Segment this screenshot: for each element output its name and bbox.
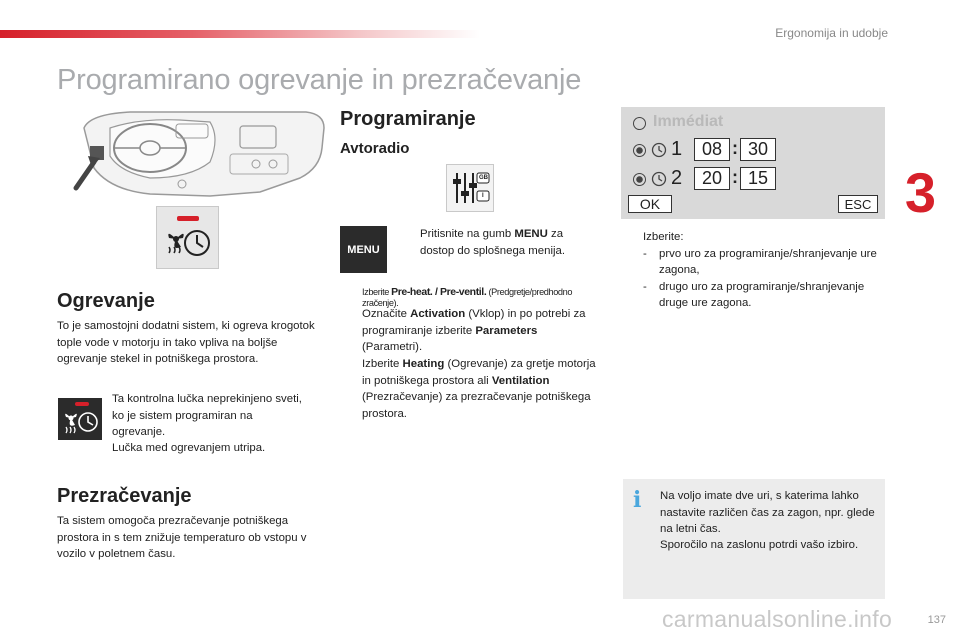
- ok-button[interactable]: OK: [628, 195, 672, 213]
- step-activation: Označite Activation (Vklop) in po potrebi za programiranje izberite Parameters (Parametri).: [362, 308, 586, 353]
- clock-icon: [651, 171, 667, 187]
- lamp-text-steady: Ta kontrolna lučka neprekinjeno sveti, ko je sistem programiran na ogrevanje.: [112, 393, 302, 438]
- timer-1-separator: :: [732, 138, 738, 158]
- heading-programiranje: Programiranje: [340, 108, 476, 130]
- radio-timer-2[interactable]: [633, 173, 646, 186]
- prezracevanje-text: Ta sistem omogoča prezračevanje potniškega prostora in s tem znižuje temperaturo ob vstopu v vozilo v poletnem času.: [57, 515, 307, 560]
- timer-screen: [621, 107, 885, 219]
- timer-1-index: 1: [671, 138, 683, 160]
- indicator-lamp: [58, 398, 102, 440]
- heading-prezracevanje: Prezračevanje: [57, 485, 192, 507]
- badge-i: I: [482, 193, 484, 199]
- programmed-heating-switch: [156, 206, 219, 269]
- step-preheat: Izberite Pre-heat. / Pre-ventil. (Predgretje/predhodno zračenje).: [362, 286, 573, 308]
- heading-ogrevanje: Ogrevanje: [57, 290, 155, 312]
- badge-gb: GB: [479, 175, 488, 181]
- timer-2-hours[interactable]: 20: [694, 167, 730, 190]
- clock-icon: [651, 142, 667, 158]
- radio-timer-1[interactable]: [633, 144, 646, 157]
- info-text-confirm: Sporočilo na zaslonu potrdi vašo izbiro.: [660, 539, 859, 551]
- watermark: carmanualsonline.info: [662, 606, 893, 632]
- settings-sliders-icon: [447, 165, 493, 211]
- list-item: - prvo uro za programiranje/shranjevanje ure zagona,: [643, 247, 877, 276]
- ogrevanje-text: To je samostojni dodatni sistem, ki ogreva krogotok tople vode v motorju in tako vpliva na boljše ogrevanje stekel in potniškega prostora.: [57, 320, 315, 365]
- chapter-title: Ergonomija in udobje: [775, 26, 888, 40]
- esc-button[interactable]: ESC: [838, 195, 878, 213]
- step-menu: Pritisnite na gumb MENU za dostop do splošnega menija.: [420, 228, 566, 257]
- chapter-number: 3: [904, 161, 936, 224]
- page-title: Programirano ogrevanje in prezračevanje: [57, 64, 582, 96]
- info-icon: i: [633, 487, 642, 513]
- list-item: - drugo uro za programiranje/shranjevanje druge ure zagona.: [643, 280, 865, 309]
- timer-1-hours[interactable]: 08: [694, 138, 730, 161]
- timer-2-separator: :: [732, 167, 738, 187]
- select-instructions: Izberite: - prvo uro za programiranje/shranjevanje ure zagona, - drugo uro za programiranje/shranjevanje druge ure zagona.: [621, 229, 886, 312]
- radio-immediate[interactable]: [633, 117, 646, 130]
- dashboard-illustration: [70, 108, 330, 204]
- lamp-text-blink: Lučka med ogrevanjem utripa.: [112, 442, 266, 454]
- immediate-label: Immédiat: [653, 113, 724, 130]
- step-heating: Izberite Heating (Ogrevanje) za gretje motorja in potniškega prostora ali Ventilation (Prezračevanje) za prezračevanje potniškega prostora.: [362, 358, 596, 420]
- settings-language-icon-box: [446, 164, 494, 212]
- fan-clock-lamp-icon: [58, 398, 102, 440]
- timer-1-minutes[interactable]: 30: [740, 138, 776, 161]
- fan-clock-icon: [157, 207, 218, 268]
- menu-button[interactable]: MENU: [340, 226, 387, 273]
- subheading-avtoradio: Avtoradio: [340, 140, 410, 157]
- timer-2-minutes[interactable]: 15: [740, 167, 776, 190]
- timer-2-index: 2: [671, 167, 683, 189]
- page-number: 137: [927, 614, 946, 626]
- header-accent-bar: [0, 30, 480, 38]
- info-text: Na voljo imate dve uri, s katerima lahko nastavite različen čas za zagon, npr. glede na letni čas.: [660, 490, 875, 535]
